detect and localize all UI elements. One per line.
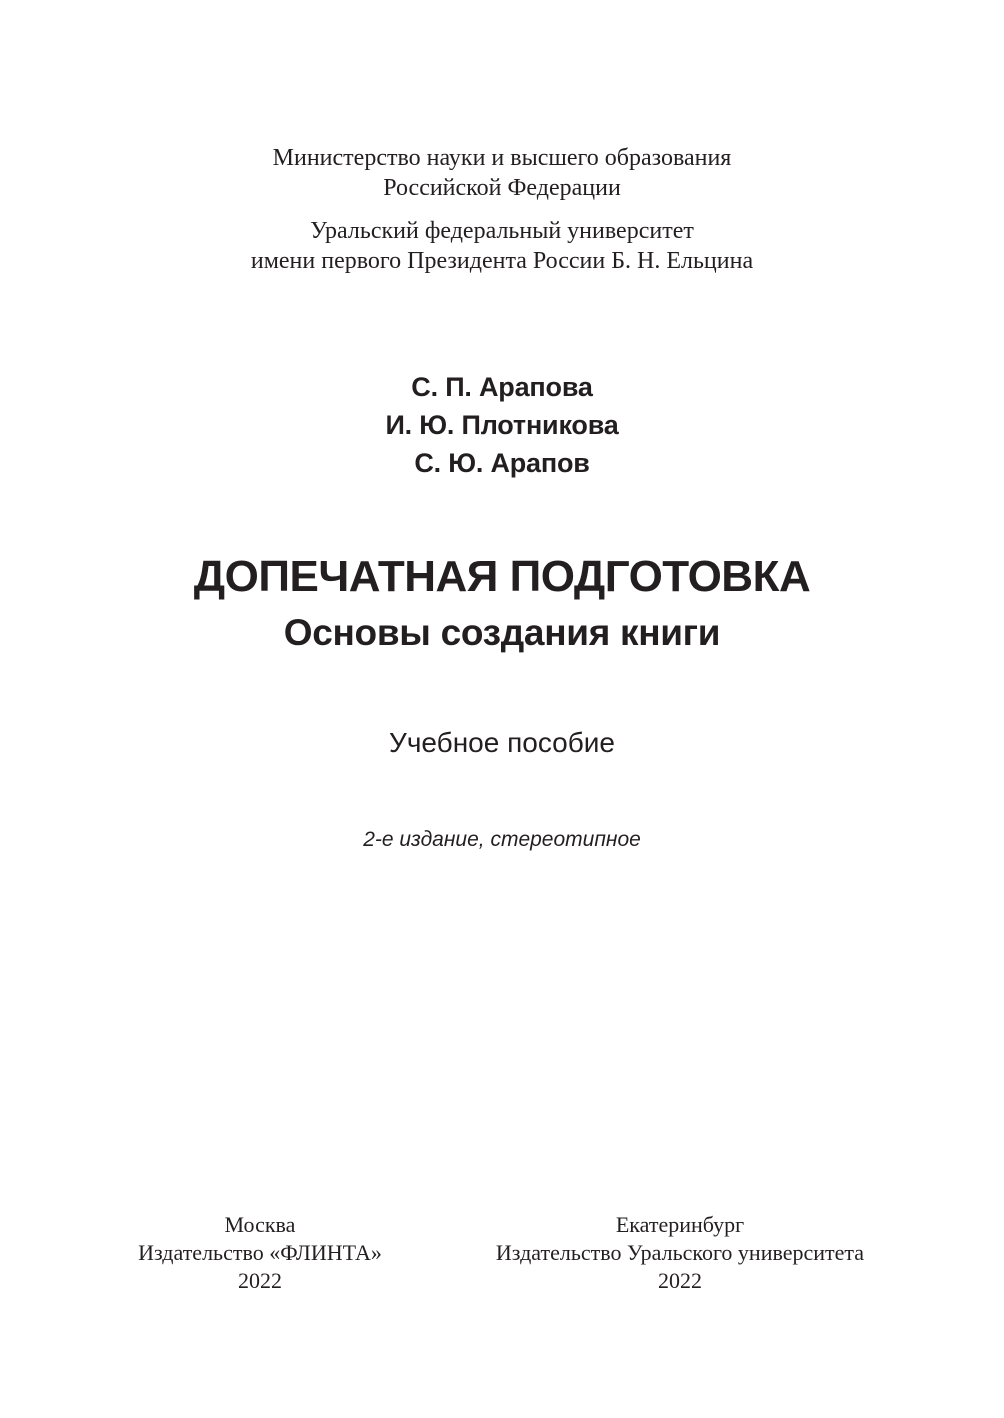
publisher-city: Москва <box>224 1212 296 1237</box>
ministry-line-2: Российской Федерации <box>383 175 621 201</box>
author-name: И. Ю. Плотникова <box>385 410 619 440</box>
university-line-1: Уральский федеральный университет <box>310 218 694 244</box>
author-name: С. П. Арапова <box>411 372 593 402</box>
publisher-name: Издательство Уральского университета <box>495 1240 865 1265</box>
publisher-year: 2022 <box>658 1268 702 1293</box>
document-type: Учебное пособие <box>389 727 615 758</box>
authors-list <box>0 368 1004 482</box>
title-subtitle: Основы создания книги <box>283 612 721 653</box>
publisher-ekaterinburg <box>460 1211 900 1295</box>
publisher-year: 2022 <box>238 1268 282 1293</box>
university-line-2: имени первого Президента России Б. Н. Ельцина <box>250 248 754 274</box>
ministry-line-1: Министерство науки и высшего образования <box>272 145 732 171</box>
publisher-city: Екатеринбург <box>615 1212 745 1237</box>
author-name: С. Ю. Арапов <box>414 448 590 478</box>
publisher-name: Издательство «ФЛИНТА» <box>138 1240 382 1265</box>
ministry-heading <box>0 143 1004 203</box>
title-main: ДОПЕЧАТНАЯ ПОДГОТОВКА <box>193 552 811 601</box>
edition-note: 2-е издание, стереотипное <box>363 828 641 851</box>
publisher-moscow <box>120 1211 400 1295</box>
book-title <box>0 548 1004 660</box>
university-heading <box>0 216 1004 276</box>
